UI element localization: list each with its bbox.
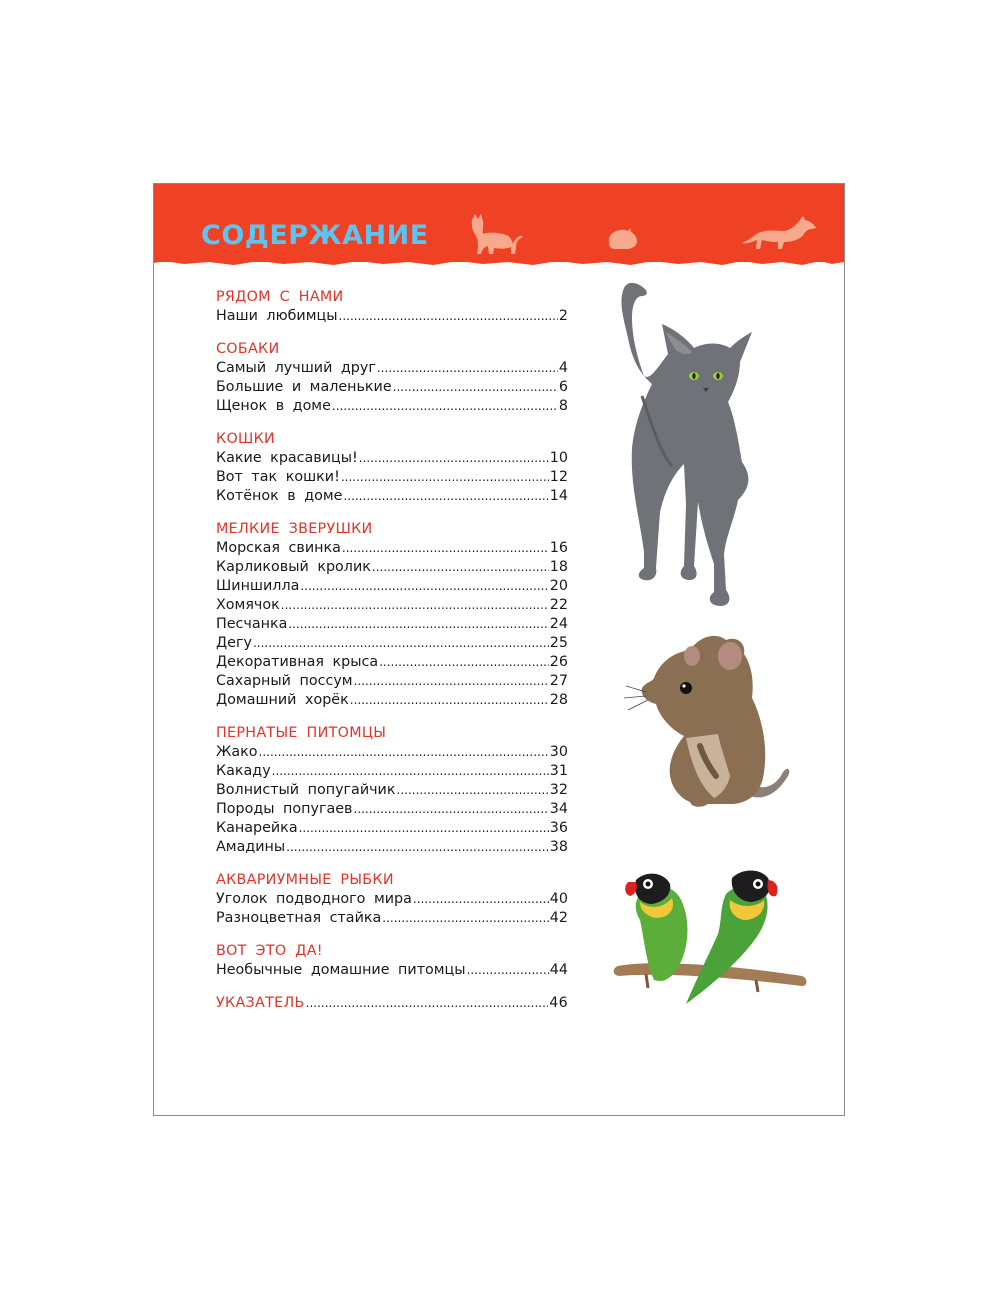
dot-leader: [354, 671, 549, 691]
toc-entry: [216, 690, 568, 709]
section-heading: [216, 287, 568, 306]
page-number: 6: [558, 379, 568, 395]
dot-leader: [359, 448, 549, 468]
page-number: 32: [549, 782, 568, 798]
entry-title: Декоративная крыса: [216, 654, 379, 670]
toc-entry: [216, 671, 568, 690]
toc-entry: [216, 614, 568, 633]
dot-leader: [467, 960, 549, 980]
dot-leader: [253, 633, 549, 653]
entry-title: Вот так кошки!: [216, 469, 340, 485]
entry-title: Шиншилла: [216, 578, 300, 594]
section-heading: [216, 993, 568, 1012]
dot-leader: [382, 908, 549, 928]
page-number: 25: [549, 635, 568, 651]
toc-entry: [216, 908, 568, 927]
toc-entry: [216, 467, 568, 486]
section-heading-label: ПЕРНАТЫЕ ПИТОМЦЫ: [216, 725, 387, 741]
toc-section: [216, 723, 568, 856]
toc-entry: [216, 576, 568, 595]
entry-title: Необычные домашние питомцы: [216, 962, 466, 978]
table-of-contents: [216, 287, 568, 1026]
toc-section: [216, 519, 568, 709]
entry-title: Волнистый попугайчик: [216, 782, 396, 798]
toc-entry: [216, 486, 568, 505]
entry-title: Карликовый кролик: [216, 559, 371, 575]
entry-title: Наши любимцы: [216, 308, 338, 324]
entry-title: Дегу: [216, 635, 252, 651]
page-number: 31: [549, 763, 568, 779]
entry-title: Породы попугаев: [216, 801, 353, 817]
toc-entry: [216, 818, 568, 837]
dot-leader: [341, 467, 549, 487]
page-number: 20: [549, 578, 568, 594]
toc-entry: [216, 780, 568, 799]
entry-title: Разноцветная стайка: [216, 910, 382, 926]
entry-title: Песчанка: [216, 616, 288, 632]
section-heading-label: МЕЛКИЕ ЗВЕРУШКИ: [216, 521, 373, 537]
entry-title: Домашний хорёк: [216, 692, 349, 708]
section-heading: [216, 339, 568, 358]
dot-leader: [397, 780, 549, 800]
page-number: 2: [558, 308, 568, 324]
toc-entry: [216, 306, 568, 325]
page-number: 26: [549, 654, 568, 670]
degu-photo: [624, 626, 794, 810]
book-page: [153, 183, 845, 1116]
entry-title: Какие красавицы!: [216, 450, 358, 466]
page-number: 24: [549, 616, 568, 632]
page-number: 42: [549, 910, 568, 926]
page-number: 46: [549, 995, 568, 1011]
section-heading-label: СОБАКИ: [216, 341, 280, 357]
dot-leader: [413, 889, 549, 909]
dot-leader: [272, 761, 549, 781]
toc-section: [216, 339, 568, 415]
entry-title: Какаду: [216, 763, 271, 779]
toc-entry: [216, 799, 568, 818]
toc-entry: [216, 396, 568, 415]
page-number: 44: [549, 962, 568, 978]
dot-leader: [353, 799, 548, 819]
toc-entry: [216, 633, 568, 652]
page-number: 8: [558, 398, 568, 414]
entry-title: Хомячок: [216, 597, 280, 613]
dot-leader: [299, 818, 549, 838]
page-number: 4: [558, 360, 568, 376]
toc-entry: [216, 742, 568, 761]
toc-entry: [216, 837, 568, 856]
page-number: 34: [549, 801, 568, 817]
toc-section: [216, 993, 568, 1012]
lovebirds-photo: [606, 864, 816, 1010]
grey-cat-photo: [602, 276, 782, 612]
entry-title: Уголок подводного мира: [216, 891, 412, 907]
toc-section: [216, 287, 568, 325]
entry-title: Канарейка: [216, 820, 298, 836]
ferret-silhouette-icon: [742, 216, 820, 250]
page-number: 28: [549, 692, 568, 708]
toc-entry: [216, 595, 568, 614]
page-number: 38: [549, 839, 568, 855]
toc-entry: [216, 652, 568, 671]
section-heading-label: УКАЗАТЕЛЬ: [216, 995, 305, 1011]
cat-silhouette-icon: [470, 214, 524, 254]
entry-title: Щенок в доме: [216, 398, 331, 414]
page-number: 22: [549, 597, 568, 613]
entry-title: Самый лучший друг: [216, 360, 376, 376]
section-heading: [216, 941, 568, 960]
page-number: 14: [549, 488, 568, 504]
dot-leader: [286, 837, 549, 857]
entry-title: Большие и маленькие: [216, 379, 392, 395]
section-heading-label: РЯДОМ С НАМИ: [216, 289, 344, 305]
toc-entry: [216, 557, 568, 576]
toc-entry: [216, 358, 568, 377]
page-number: 36: [549, 820, 568, 836]
entry-title: Сахарный поссум: [216, 673, 353, 689]
dot-leader: [393, 377, 558, 397]
toc-entry: [216, 889, 568, 908]
entry-title: Амадины: [216, 839, 286, 855]
toc-entry: [216, 761, 568, 780]
hamster-silhouette-icon: [606, 228, 638, 250]
page-number: 18: [549, 559, 568, 575]
section-heading-label: КОШКИ: [216, 431, 276, 447]
dot-leader: [379, 652, 549, 672]
toc-section: [216, 429, 568, 505]
section-heading: [216, 429, 568, 448]
torn-edge: [154, 258, 844, 268]
entry-title: Котёнок в доме: [216, 488, 343, 504]
header-band: [154, 184, 844, 262]
entry-title: Жако: [216, 744, 258, 760]
page-number: 10: [549, 450, 568, 466]
dot-leader: [377, 358, 558, 378]
page-number: 16: [549, 540, 568, 556]
section-heading-label: АКВАРИУМНЫЕ РЫБКИ: [216, 872, 394, 888]
page-number: 12: [549, 469, 568, 485]
dot-leader: [343, 486, 548, 506]
toc-entry: [216, 377, 568, 396]
dot-leader: [332, 396, 558, 416]
section-heading: [216, 519, 568, 538]
dot-leader: [339, 306, 558, 326]
toc-section: [216, 941, 568, 979]
dot-leader: [350, 690, 549, 710]
dot-leader: [288, 614, 548, 634]
page-number: 27: [549, 673, 568, 689]
dot-leader: [306, 993, 549, 1013]
dot-leader: [372, 557, 549, 577]
entry-title: Морская свинка: [216, 540, 341, 556]
page-number: 40: [549, 891, 568, 907]
section-heading: [216, 723, 568, 742]
dot-leader: [281, 595, 549, 615]
dot-leader: [300, 576, 548, 596]
toc-entry: [216, 448, 568, 467]
toc-entry: [216, 960, 568, 979]
dot-leader: [342, 538, 549, 558]
section-heading: [216, 870, 568, 889]
page-title: СОДЕРЖАНИЕ: [201, 220, 429, 251]
dot-leader: [259, 742, 549, 762]
page-number: 30: [549, 744, 568, 760]
toc-entry: [216, 538, 568, 557]
section-heading-label: ВОТ ЭТО ДА!: [216, 943, 323, 959]
toc-section: [216, 870, 568, 927]
